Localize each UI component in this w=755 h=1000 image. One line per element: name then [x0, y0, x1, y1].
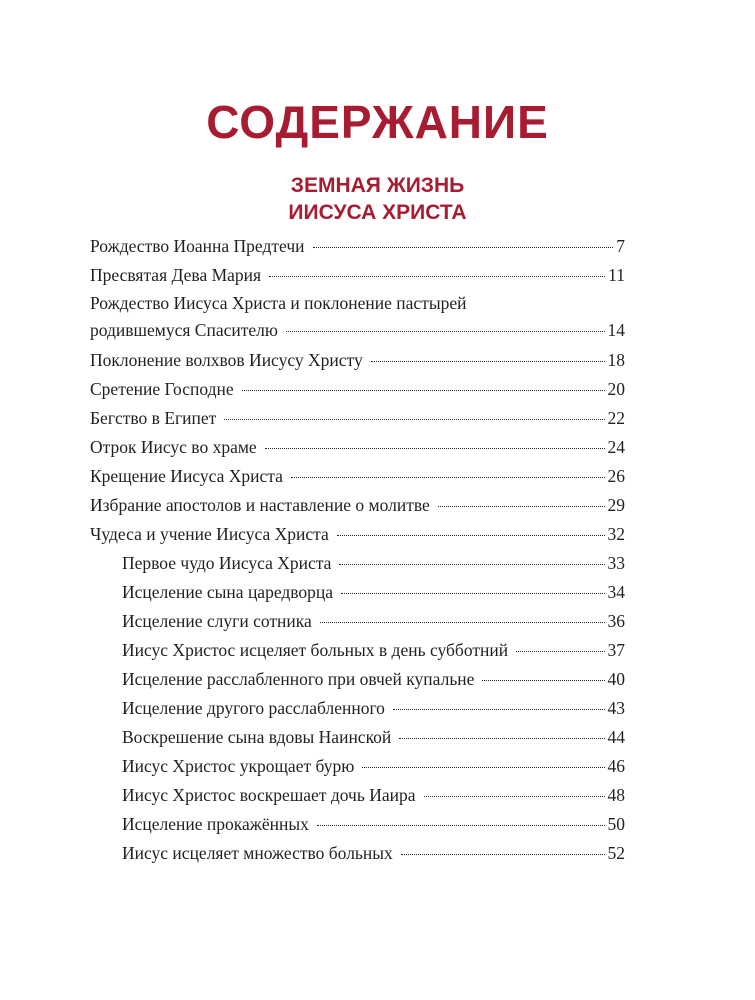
dot-leader — [224, 419, 604, 420]
toc-entry[interactable] — [90, 290, 625, 346]
toc-entry-label: Исцеление прокажённых — [122, 814, 309, 834]
dot-leader — [317, 825, 605, 826]
dot-leader — [438, 506, 605, 507]
toc-subentry[interactable] — [90, 607, 625, 636]
toc-entry-label: Крещение Иисуса Христа — [90, 466, 283, 486]
dot-leader — [424, 796, 605, 797]
dot-leader — [320, 622, 605, 623]
toc-entry-label: Исцеление расслабленного при овчей купальне — [122, 669, 475, 689]
dot-leader — [291, 477, 605, 478]
dot-leader — [337, 535, 605, 536]
dot-leader — [401, 854, 605, 855]
toc-page-number: 7 — [616, 236, 625, 256]
toc-entry[interactable] — [90, 346, 625, 375]
toc-page-number: 26 — [607, 466, 625, 486]
toc-entry-label: Исцеление сына царедворца — [122, 582, 334, 602]
toc-entry[interactable] — [90, 375, 625, 404]
toc-entry-label: Избрание апостолов и наставление о молитве — [90, 495, 430, 515]
toc-entry-label: Иисус Христос воскрешает дочь Иаира — [122, 785, 416, 805]
toc-page-number: 50 — [607, 814, 625, 834]
dot-leader — [393, 709, 605, 710]
toc-subentry[interactable] — [90, 781, 625, 810]
toc-entry-label: Иисус Христос укрощает бурю — [122, 756, 355, 776]
toc-entry-label: Исцеление другого расслабленного — [122, 698, 385, 718]
dot-leader — [482, 680, 604, 681]
page-title: СОДЕРЖАНИЕ — [206, 96, 549, 148]
toc-page-number: 32 — [607, 524, 625, 544]
toc-page-number: 22 — [607, 408, 625, 428]
dot-leader — [341, 593, 604, 594]
toc-entry-label: Иисус Христос исцеляет больных в день субботний — [122, 640, 509, 660]
dot-leader — [269, 276, 605, 277]
toc-subentry[interactable] — [90, 694, 625, 723]
toc-entry-label: Первое чудо Иисуса Христа — [122, 553, 332, 573]
toc-subentry[interactable] — [90, 549, 625, 578]
toc-entry[interactable] — [90, 232, 625, 261]
toc-entry-label: Чудеса и учение Иисуса Христа — [90, 524, 329, 544]
toc-entry-label: Пресвятая Дева Мария — [90, 265, 262, 285]
toc-subentry[interactable] — [90, 723, 625, 752]
toc-subentry[interactable] — [90, 578, 625, 607]
dot-leader — [339, 564, 604, 565]
toc-page-number: 43 — [607, 698, 625, 718]
toc-page-number: 11 — [608, 265, 625, 285]
dot-leader — [286, 331, 605, 332]
dot-leader — [242, 390, 605, 391]
toc-subentry[interactable] — [90, 752, 625, 781]
toc-page-number: 34 — [607, 582, 625, 602]
dot-leader — [371, 361, 605, 362]
toc-entry[interactable] — [90, 433, 625, 462]
toc-subentry[interactable] — [90, 636, 625, 665]
toc-entry[interactable] — [90, 491, 625, 520]
toc-entry[interactable] — [90, 261, 625, 290]
toc-page-number: 36 — [607, 611, 625, 631]
toc-entry-label: Сретение Господне — [90, 379, 234, 399]
dot-leader — [265, 448, 605, 449]
section-title-line2: ИИСУСА ХРИСТА — [288, 201, 467, 224]
toc-entry-label-line1: Рождество Иисуса Христа и поклонение пастырей — [90, 293, 467, 313]
toc-entry[interactable] — [90, 404, 625, 433]
section-title — [0, 172, 755, 226]
toc-page-number: 44 — [607, 727, 625, 747]
toc-page-number: 29 — [607, 495, 625, 515]
toc-subentry[interactable] — [90, 839, 625, 868]
table-of-contents — [90, 232, 625, 868]
toc-entry-label: Рождество Иоанна Предтечи — [90, 236, 305, 256]
toc-entry-label: Поклонение волхвов Иисусу Христу — [90, 350, 363, 370]
toc-page-number: 14 — [607, 320, 625, 340]
toc-entry-label: Иисус исцеляет множество больных — [122, 843, 393, 863]
toc-page-number: 40 — [607, 669, 625, 689]
toc-entry-label: Исцеление слуги сотника — [122, 611, 312, 631]
toc-page-number: 46 — [607, 756, 625, 776]
toc-page-number: 20 — [607, 379, 625, 399]
toc-entry-label: Воскрешение сына вдовы Наинской — [122, 727, 392, 747]
section-title-line1: ЗЕМНАЯ ЖИЗНЬ — [290, 174, 465, 197]
toc-page-number: 33 — [607, 553, 625, 573]
toc-page-number: 48 — [607, 785, 625, 805]
toc-subentry[interactable] — [90, 665, 625, 694]
toc-entry[interactable] — [90, 520, 625, 549]
dot-leader — [313, 247, 614, 248]
dot-leader — [516, 651, 604, 652]
toc-page-number: 24 — [607, 437, 625, 457]
toc-page-number: 18 — [607, 350, 625, 370]
toc-entry-label: Отрок Иисус во храме — [90, 437, 257, 457]
dot-leader — [362, 767, 604, 768]
toc-entry[interactable] — [90, 462, 625, 491]
toc-entry-label: Бегство в Египет — [90, 408, 217, 428]
toc-page-number: 37 — [607, 640, 625, 660]
toc-entry-label-line2: родившемуся Спасителю — [90, 320, 278, 340]
toc-page-number: 52 — [607, 843, 625, 863]
dot-leader — [399, 738, 604, 739]
toc-subentry[interactable] — [90, 810, 625, 839]
